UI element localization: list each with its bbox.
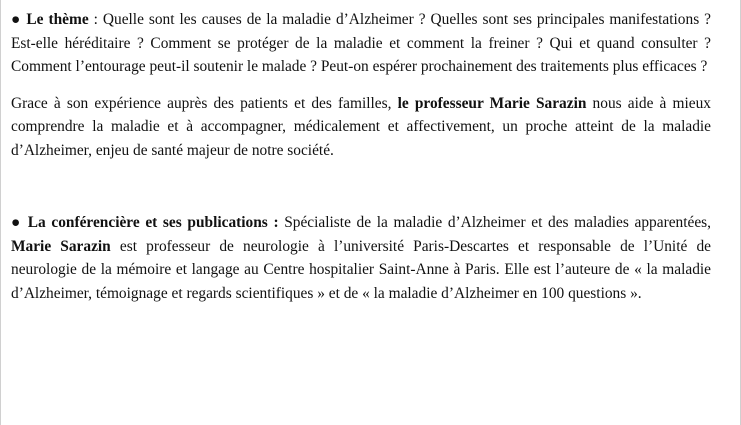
speaker-text-after: est professeur de neurologie à l’université Paris-Descartes et responsable de l’Unité de neurologie de la mémoire et langage au Centre hospitalier Saint-Anne à Paris. Elle est l’auteure de « la maladie d’Alzheimer, témoignage et regards scientifiques » et de « la maladie d’Alzheimer en 100 questions ». [11, 237, 711, 302]
theme-text: : Quelle sont les causes de la maladie d’Alzheimer ? Quelles sont ses principales manifestations ? Est-elle héréditaire ? Comment se protéger de la maladie et comment la freiner ? Qui et quand consulter ? Comment l’entourage peut-il soutenir le malade ? Peut-on espérer prochainement des traitements plus efficaces ? [11, 11, 711, 75]
professor-name: le professeur Marie Sarazin [397, 94, 587, 112]
speaker-bullet: ● [11, 214, 23, 231]
experience-paragraph [11, 92, 711, 163]
theme-bullet: ● [11, 11, 22, 28]
speaker-text-before: Spécialiste de la maladie d’Alzheimer et des maladies apparentées, [278, 214, 711, 231]
theme-heading: Le thème [26, 11, 89, 28]
speaker-paragraph [11, 211, 711, 305]
experience-text-before: Grace à son expérience auprès des patients et des familles, [11, 94, 398, 112]
theme-paragraph [11, 8, 711, 79]
document-body [11, 8, 711, 305]
speaker-heading: La conférencière et ses publications : [27, 214, 279, 231]
experience-text-after: nous aide à mieux comprendre la maladie et à accompagner, médicalement et affectivement, un proche atteint de la maladie d’Alzheimer, enjeu de santé majeur de notre société. [11, 94, 711, 159]
speaker-name: Marie Sarazin [11, 237, 111, 255]
